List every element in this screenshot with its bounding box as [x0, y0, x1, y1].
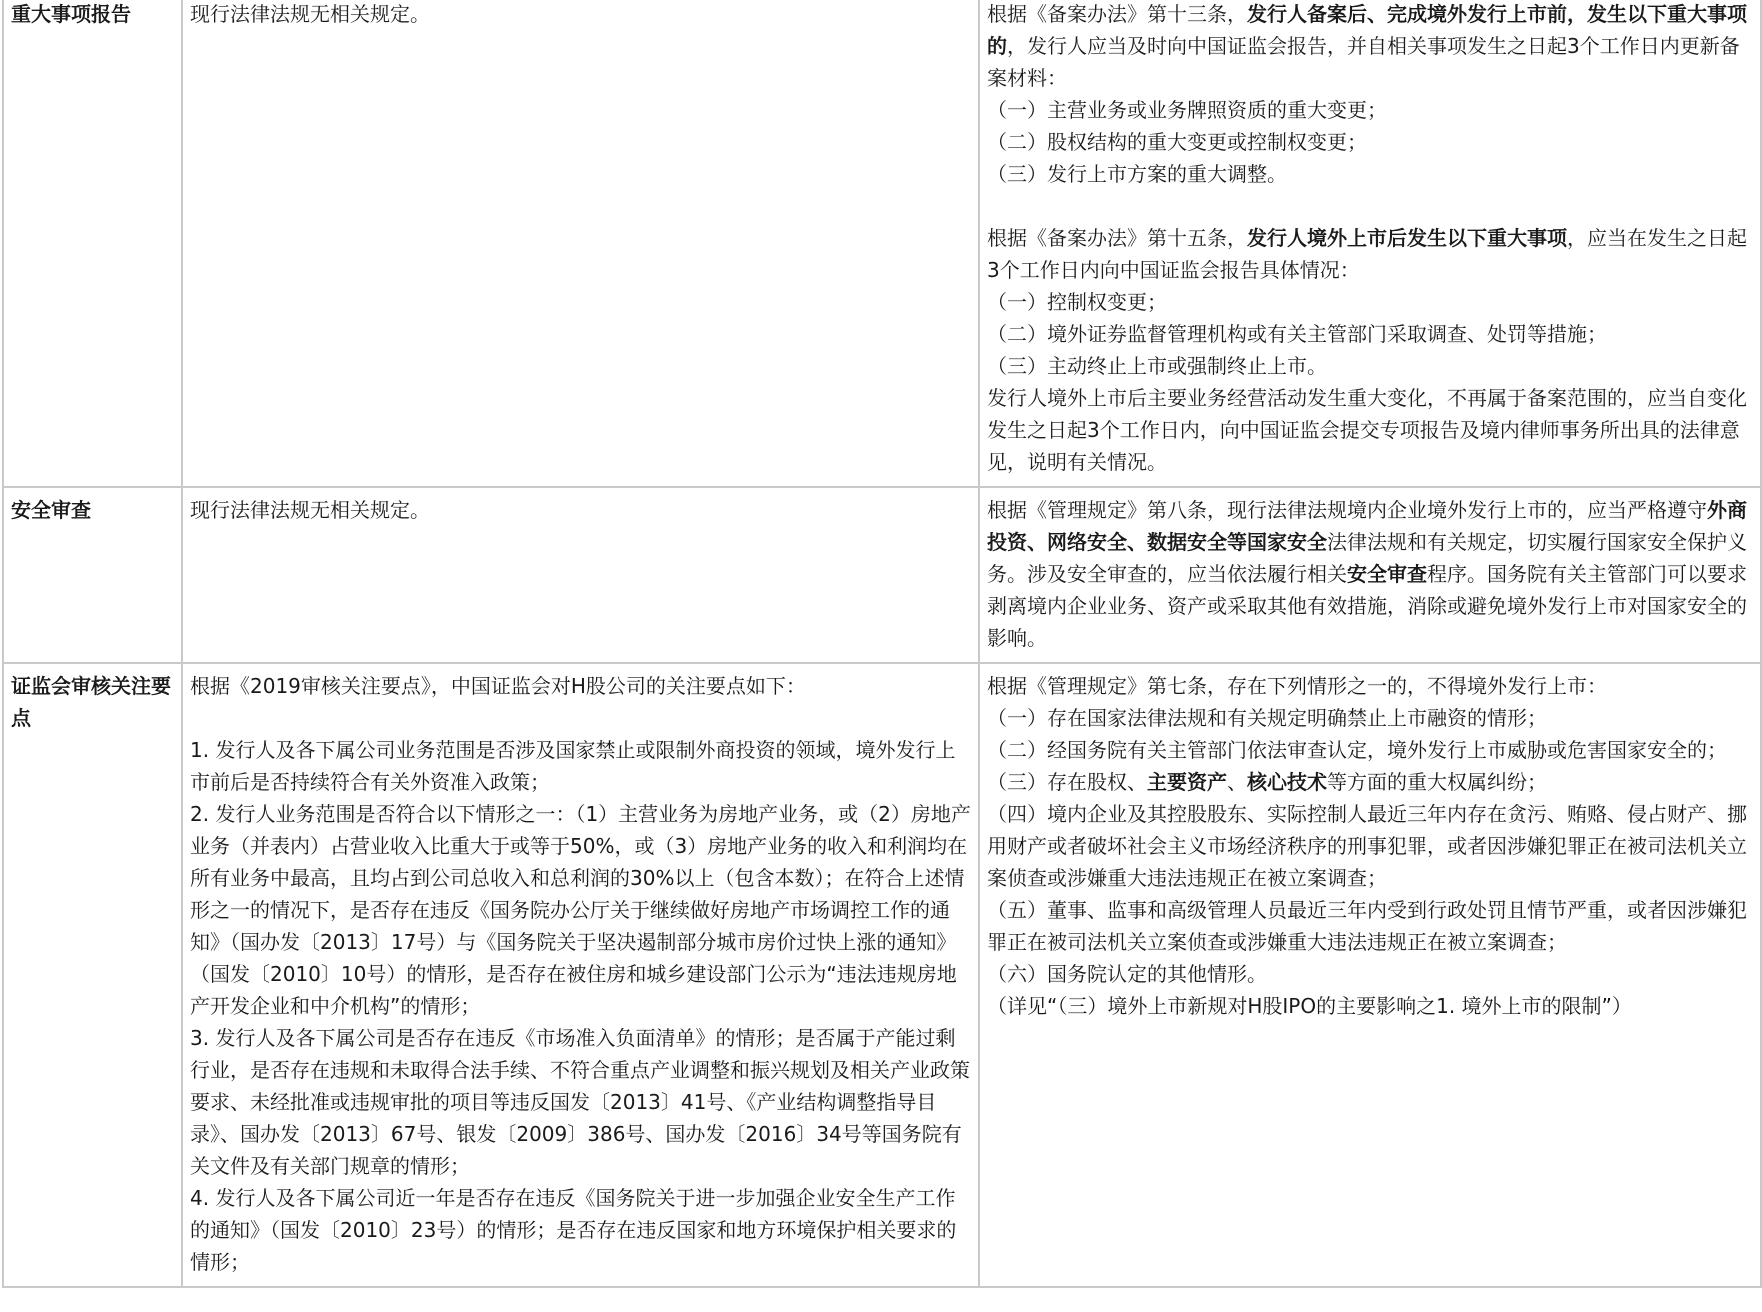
old-rule-cell	[182, 0, 979, 487]
new-rule-paragraph	[987, 702, 1753, 734]
old-rule-paragraph: 现行法律法规无相关规定。	[190, 2, 430, 26]
new-rule-cell	[979, 663, 1761, 1287]
table-row	[3, 663, 1761, 1287]
text-run: 根据《备案办法》第十五条，	[987, 226, 1247, 250]
old-rule-paragraph: 3. 发行人及各下属公司是否存在违反《市场准入负面清单》的情形；是否属于产能过剩行业，是否存在违规和未取得合法手续、不符合重点产业调整和振兴规划及相关产业政策要求、未经批准或违规审批的项目等违反国发〔2013〕41号、《产业结构调整指导目录》、国办发〔2013〕67号、银发〔2009〕386号、国办发〔2016〕34号等国务院有关文件及有关部门规章的情形；	[190, 1026, 970, 1178]
new-rule-paragraph	[987, 766, 1753, 798]
table-row	[3, 0, 1761, 487]
new-rule-paragraph	[987, 158, 1753, 190]
text-run: （二）股权结构的重大变更或控制权变更；	[987, 130, 1367, 154]
new-rule-paragraph	[987, 958, 1753, 990]
new-rule-paragraph	[987, 734, 1753, 766]
text-run: （三）主动终止上市或强制终止上市。	[987, 354, 1327, 378]
row-label: 安全审查	[3, 487, 182, 663]
text-run: （五）董事、监事和高级管理人员最近三年内受到行政处罚且情节严重，或者因涉嫌犯罪正在被司法机关立案侦查或涉嫌重大违法违规正在被立案调查；	[987, 898, 1747, 954]
comparison-table	[2, 0, 1762, 1288]
new-rule-cell	[979, 487, 1761, 663]
new-rule-paragraph	[987, 222, 1753, 286]
text-run: 等方面的重大权属纠纷；	[1327, 770, 1547, 794]
emphasis-text: 外商投资、网络安全、数据安全等国家安全	[987, 498, 1747, 554]
new-rule-paragraph	[987, 350, 1753, 382]
old-rule-paragraph: 2. 发行人业务范围是否符合以下情形之一：（1）主营业务为房地产业务，或（2）房地产业务（并表内）占营业收入比重大于或等于50%，或（3）房地产业务的收入和利润均在所有业务中最高，且均占到公司总收入和总利润的30%以上（包含本数）；在符合上述情形之一的情况下，是否存在违反《国务院办公厅关于继续做好房地产市场调控工作的通知》（国办发〔2013〕17号）与《国务院关于坚决遏制部分城市房价过快上涨的通知》（国发〔2010〕10号）的情形，是否存在被住房和城乡建设部门公示为“违法违规房地产开发企业和中介机构”的情形；	[190, 802, 971, 1018]
new-rule-paragraph	[987, 990, 1753, 1022]
text-run: （三）发行上市方案的重大调整。	[987, 162, 1287, 186]
text-run: ，发行人应当及时向中国证监会报告，并自相关事项发生之日起3个工作日内更新备案材料：	[987, 34, 1740, 90]
text-run: （二）经国务院有关主管部门依法审查认定，境外发行上市威胁或危害国家安全的；	[987, 738, 1727, 762]
old-rule-paragraph: 根据《2019审核关注要点》，中国证监会对H股公司的关注要点如下：	[190, 674, 806, 698]
text-run: （一）主营业务或业务牌照资质的重大变更；	[987, 98, 1387, 122]
text-run: 发行人境外上市后主要业务经营活动发生重大变化，不再属于备案范围的，应当自变化发生之日起3个工作日内，向中国证监会提交专项报告及境内律师事务所出具的法律意见，说明有关情况。	[987, 386, 1747, 474]
new-rule-paragraph	[987, 894, 1753, 958]
text-run: （一）控制权变更；	[987, 290, 1167, 314]
new-rule-paragraph	[987, 190, 1753, 222]
old-rule-paragraph: 现行法律法规无相关规定。	[190, 498, 430, 522]
old-rule-cell	[182, 487, 979, 663]
emphasis-text: 发行人备案后、完成境外发行上市前，发生以下重大事项的	[987, 2, 1747, 58]
new-rule-paragraph	[987, 494, 1753, 654]
old-rule-paragraph: 4. 发行人及各下属公司近一年是否存在违反《国务院关于进一步加强企业安全生产工作的通知》（国发〔2010〕23号）的情形；是否存在违反国家和地方环境保护相关要求的情形；	[190, 1186, 957, 1274]
new-rule-paragraph	[987, 126, 1753, 158]
emphasis-text: 安全审查	[1347, 562, 1427, 586]
text-run: （四）境内企业及其控股股东、实际控制人最近三年内存在贪污、贿赂、侵占财产、挪用财产或者破坏社会主义市场经济秩序的刑事犯罪，或者因涉嫌犯罪正在被司法机关立案侦查或涉嫌重大违法违规正在被立案调查；	[987, 802, 1747, 890]
text-run: （一）存在国家法律法规和有关规定明确禁止上市融资的情形；	[987, 706, 1547, 730]
comparison-table-body	[3, 0, 1761, 1287]
text-run: 根据《管理规定》第七条，存在下列情形之一的，不得境外发行上市：	[987, 674, 1607, 698]
emphasis-text: 发行人境外上市后发生以下重大事项	[1247, 226, 1567, 250]
new-rule-paragraph	[987, 286, 1753, 318]
new-rule-cell	[979, 0, 1761, 487]
new-rule-paragraph	[987, 670, 1753, 702]
text-run: （二）境外证券监督管理机构或有关主管部门采取调查、处罚等措施；	[987, 322, 1607, 346]
emphasis-text: 主要资产	[1147, 770, 1227, 794]
new-rule-paragraph	[987, 94, 1753, 126]
new-rule-paragraph	[987, 318, 1753, 350]
row-label: 重大事项报告	[3, 0, 182, 487]
text-run: （详见“（三）境外上市新规对H股IPO的主要影响之1. 境外上市的限制”）	[987, 994, 1632, 1018]
text-run: 程序。国务院有关主管部门可以要求剥离境内企业业务、资产或采取其他有效措施，消除或避免境外发行上市对国家安全的影响。	[987, 562, 1747, 650]
emphasis-text: 核心技术	[1247, 770, 1327, 794]
text-run: 、	[1227, 770, 1247, 794]
text-run: （三）存在股权、	[987, 770, 1147, 794]
old-rule-cell	[182, 663, 979, 1287]
old-rule-paragraph	[190, 702, 971, 734]
row-label: 证监会审核关注要点	[3, 663, 182, 1287]
text-run: 根据《备案办法》第十三条，	[987, 2, 1247, 26]
old-rule-paragraph: 1. 发行人及各下属公司业务范围是否涉及国家禁止或限制外商投资的领域，境外发行上市前后是否持续符合有关外资准入政策；	[190, 738, 956, 794]
new-rule-paragraph	[987, 0, 1753, 94]
text-run: 法律法规和有关规定，切实履行国家安全保护义务。涉及安全审查的，应当依法履行相关	[987, 530, 1747, 586]
text-run: 根据《管理规定》第八条，现行法律法规境内企业境外发行上市的，应当严格遵守	[987, 498, 1707, 522]
text-run: （六）国务院认定的其他情形。	[987, 962, 1267, 986]
new-rule-paragraph	[987, 382, 1753, 478]
table-row	[3, 487, 1761, 663]
text-run: ，应当在发生之日起3个工作日内向中国证监会报告具体情况：	[987, 226, 1747, 282]
new-rule-paragraph	[987, 798, 1753, 894]
